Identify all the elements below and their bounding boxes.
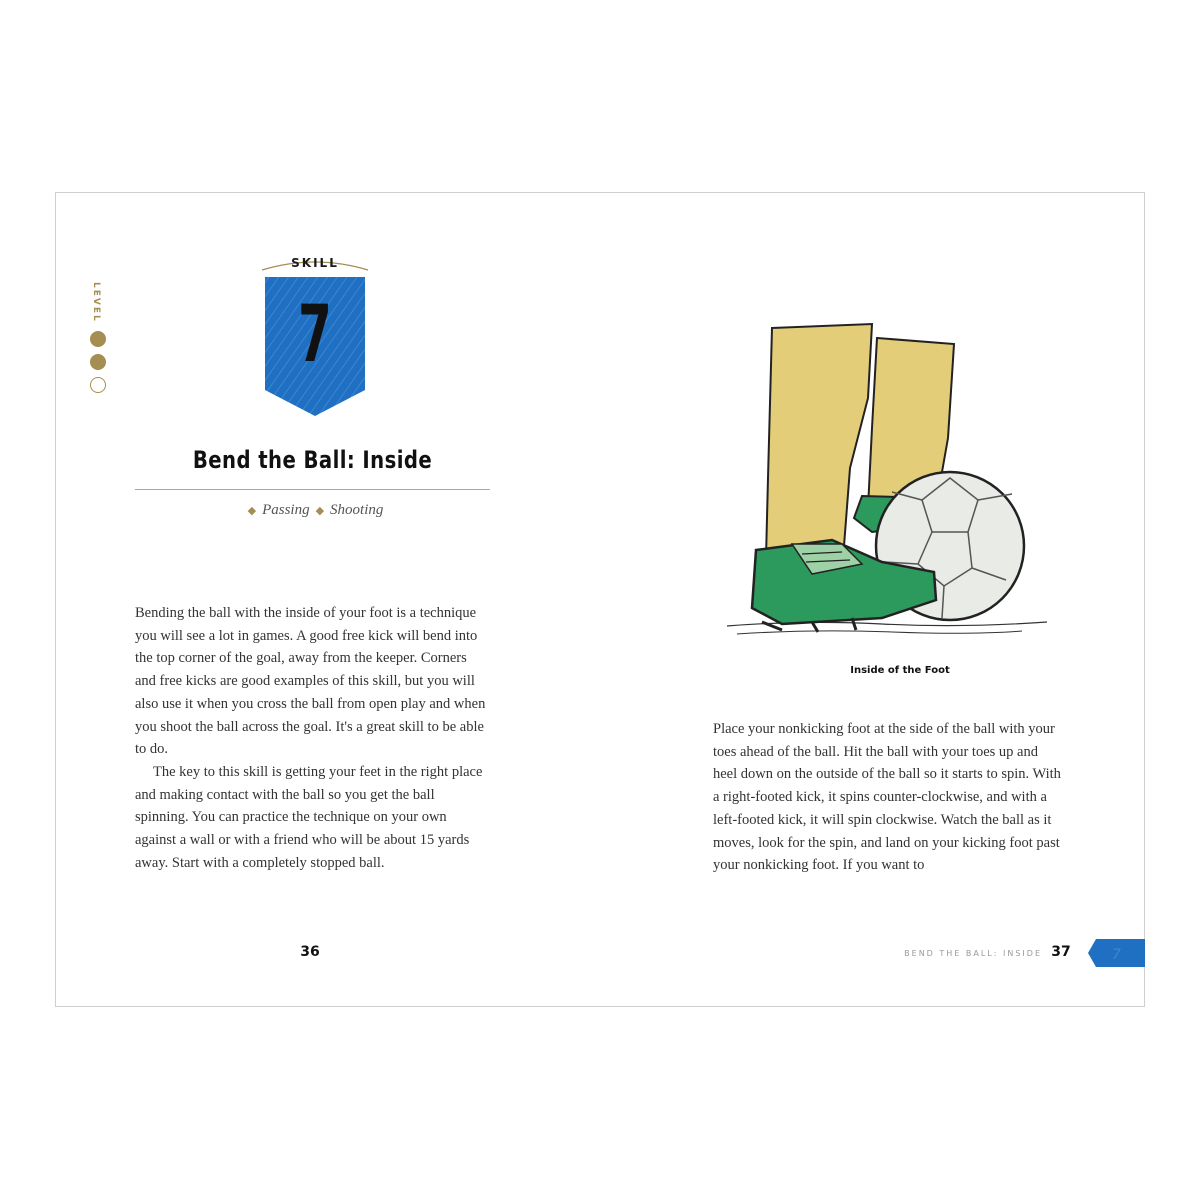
skill-number: 7 xyxy=(298,290,332,380)
chapter-tab-icon xyxy=(1086,938,1146,968)
page-number-left: 36 xyxy=(300,944,320,960)
foot-and-ball-illustration xyxy=(722,318,1052,648)
tag-bullet-icon: ◆ xyxy=(247,505,257,517)
body-paragraph: Bending the ball with the inside of your foot is a technique you will see a lot in games. A good free kick will bend into the top corner of the goal, away from the keeper. Corners and free kicks are good examples of this skill, but you will also use it when you cross the ball from open play and when you shoot the ball across the goal. It's a great skill to be able to do. xyxy=(135,605,486,758)
level-dot-filled-icon xyxy=(90,354,106,370)
body-paragraph: Place your nonkicking foot at the side of the ball with your toes ahead of the ball. Hit the ball with your toes up and heel down on the outside of the ball so it starts to spin. With a right-footed kick, it spins counter-clockwise, and with a left-footed kick, it will spin clockwise. Watch the ball as it moves, look for the spin, and land on your kicking foot past your nonkicking foot. If you want to xyxy=(713,721,1061,874)
level-dot-filled-icon xyxy=(90,331,106,347)
title-divider xyxy=(135,489,490,490)
running-head: BEND THE BALL: INSIDE xyxy=(904,949,1042,958)
tag-bullet-icon: ◆ xyxy=(315,505,325,517)
tag-shooting: Shooting xyxy=(330,502,384,518)
level-dot-empty-icon xyxy=(90,377,106,393)
tag-passing: Passing xyxy=(262,502,310,518)
left-body-text xyxy=(135,602,487,874)
level-label: LEVEL xyxy=(91,282,101,323)
right-body-text xyxy=(713,718,1063,877)
body-paragraph: The key to this skill is getting your feet in the right place and making contact with the ball so you get the ball spinning. You can practice the technique on your own against a wall or with a friend who will be about 15 yards away. Start with a completely stopped ball. xyxy=(135,763,483,871)
skill-label: SKILL xyxy=(291,256,339,270)
tab-number: 7 xyxy=(1112,947,1121,963)
skill-tags xyxy=(135,502,490,519)
illustration-caption: Inside of the Foot xyxy=(850,665,950,676)
page-number-right: 37 xyxy=(1051,944,1071,960)
chapter-title: Bend the Ball: Inside xyxy=(192,446,433,474)
